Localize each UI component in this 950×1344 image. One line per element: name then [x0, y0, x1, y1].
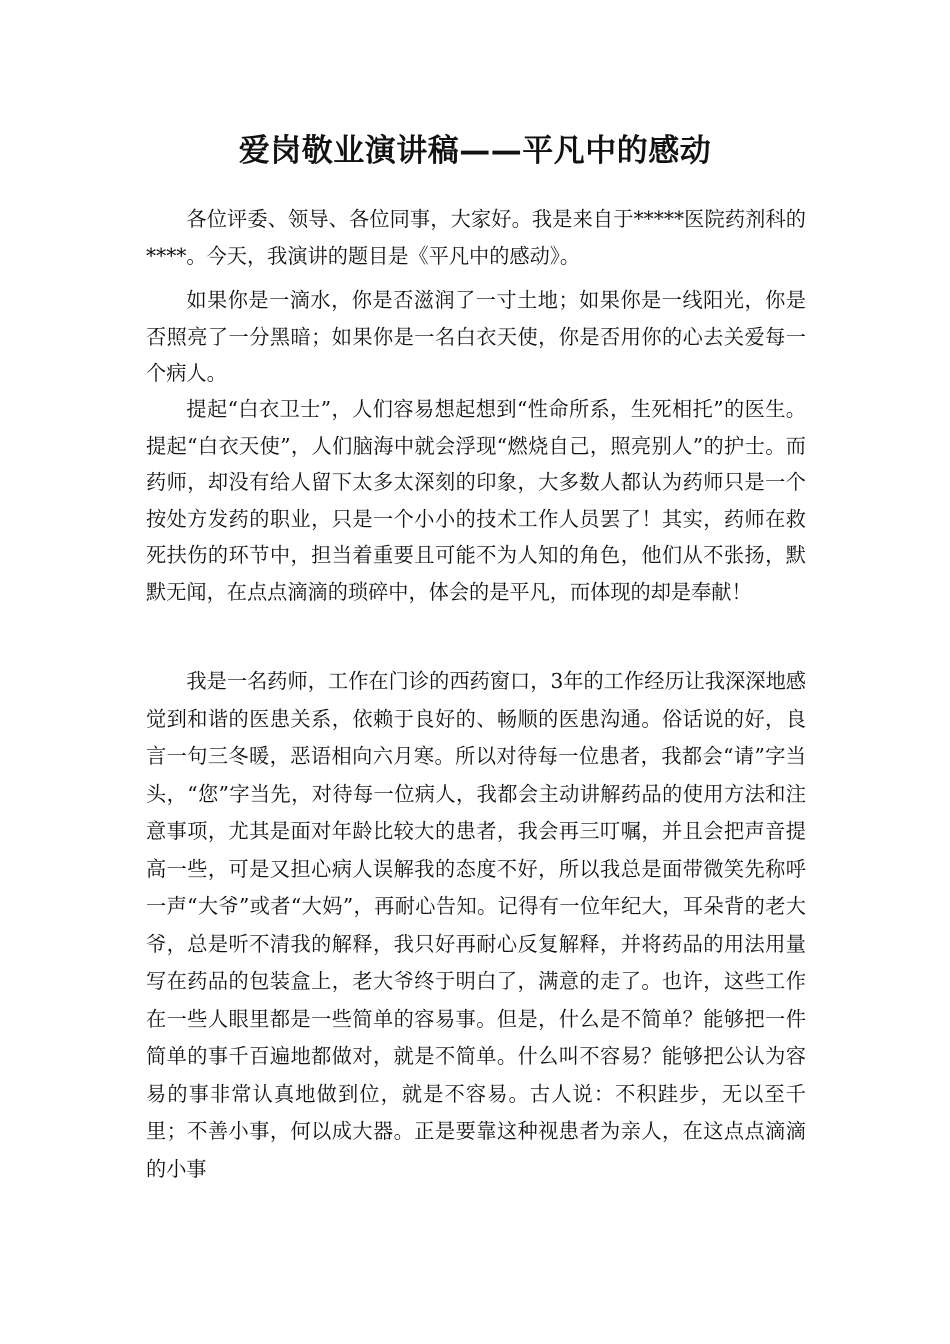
document-title: 爱岗敬业演讲稿——平凡中的感动: [238, 133, 712, 169]
paragraph-metaphor: 如果你是一滴水，你是否滋润了一寸土地；如果你是一线阳光，你是否照亮了一分黑暗；如果你是一名白衣天使，你是否用你的心去关爱每一个病人。: [146, 288, 806, 386]
paragraph-pharmacist-role: 提起“白衣卫士”，人们容易想起想到“性命所系，生死相托”的医生。提起“白衣天使”，人们脑海中就会浮现“燃烧自己，照亮别人”的护士。而药师，却没有给人留下太多太深刻的印象，大多数人都认为药师只是一个按处方发药的职业，只是一个小小的技术工作人员罢了！其实，药师在救死扶伤的环节中，担当着重要且可能不为人知的角色，他们从不张扬，默默无闻，在点点滴滴的琐碎中，体会的是平凡，而体现的却是奉献！: [146, 397, 806, 604]
paragraph-greeting: 各位评委、领导、各位同事，大家好。我是来自于*****医院药剂科的****。今天，我演讲的题目是《平凡中的感动》。: [146, 207, 806, 268]
paragraph-work-experience: 我是一名药师，工作在门诊的西药窗口，3年的工作经历让我深深地感觉到和谐的医患关系，依赖于良好的、畅顺的医患沟通。俗话说的好，良言一句三冬暖，恶语相向六月寒。所以对待每一位患者，我都会“请”字当头，“您”字当先，对待每一位病人，我都会主动讲解药品的使用方法和注意事项，尤其是面对年龄比较大的患者，我会再三叮嘱，并且会把声音提高一些，可是又担心病人误解我的态度不好，所以我总是面带微笑先称呼一声“大爷”或者“大妈”，再耐心告知。记得有一位年纪大，耳朵背的老大爷，总是听不清我的解释，我只好再耐心反复解释，并将药品的用法用量写在药品的包装盒上，老大爷终于明白了，满意的走了。也许，这些工作在一些人眼里都是一些简单的容易事。但是，什么是不简单？能够把一件简单的事千百遍地都做对，就是不简单。什么叫不容易？能够把公认为容易的事非常认真地做到位，就是不容易。古人说：不积跬步，无以至千里；不善小事，何以成大器。正是要靠这种视患者为亲人，在这点点滴滴的小事: [146, 669, 806, 1181]
